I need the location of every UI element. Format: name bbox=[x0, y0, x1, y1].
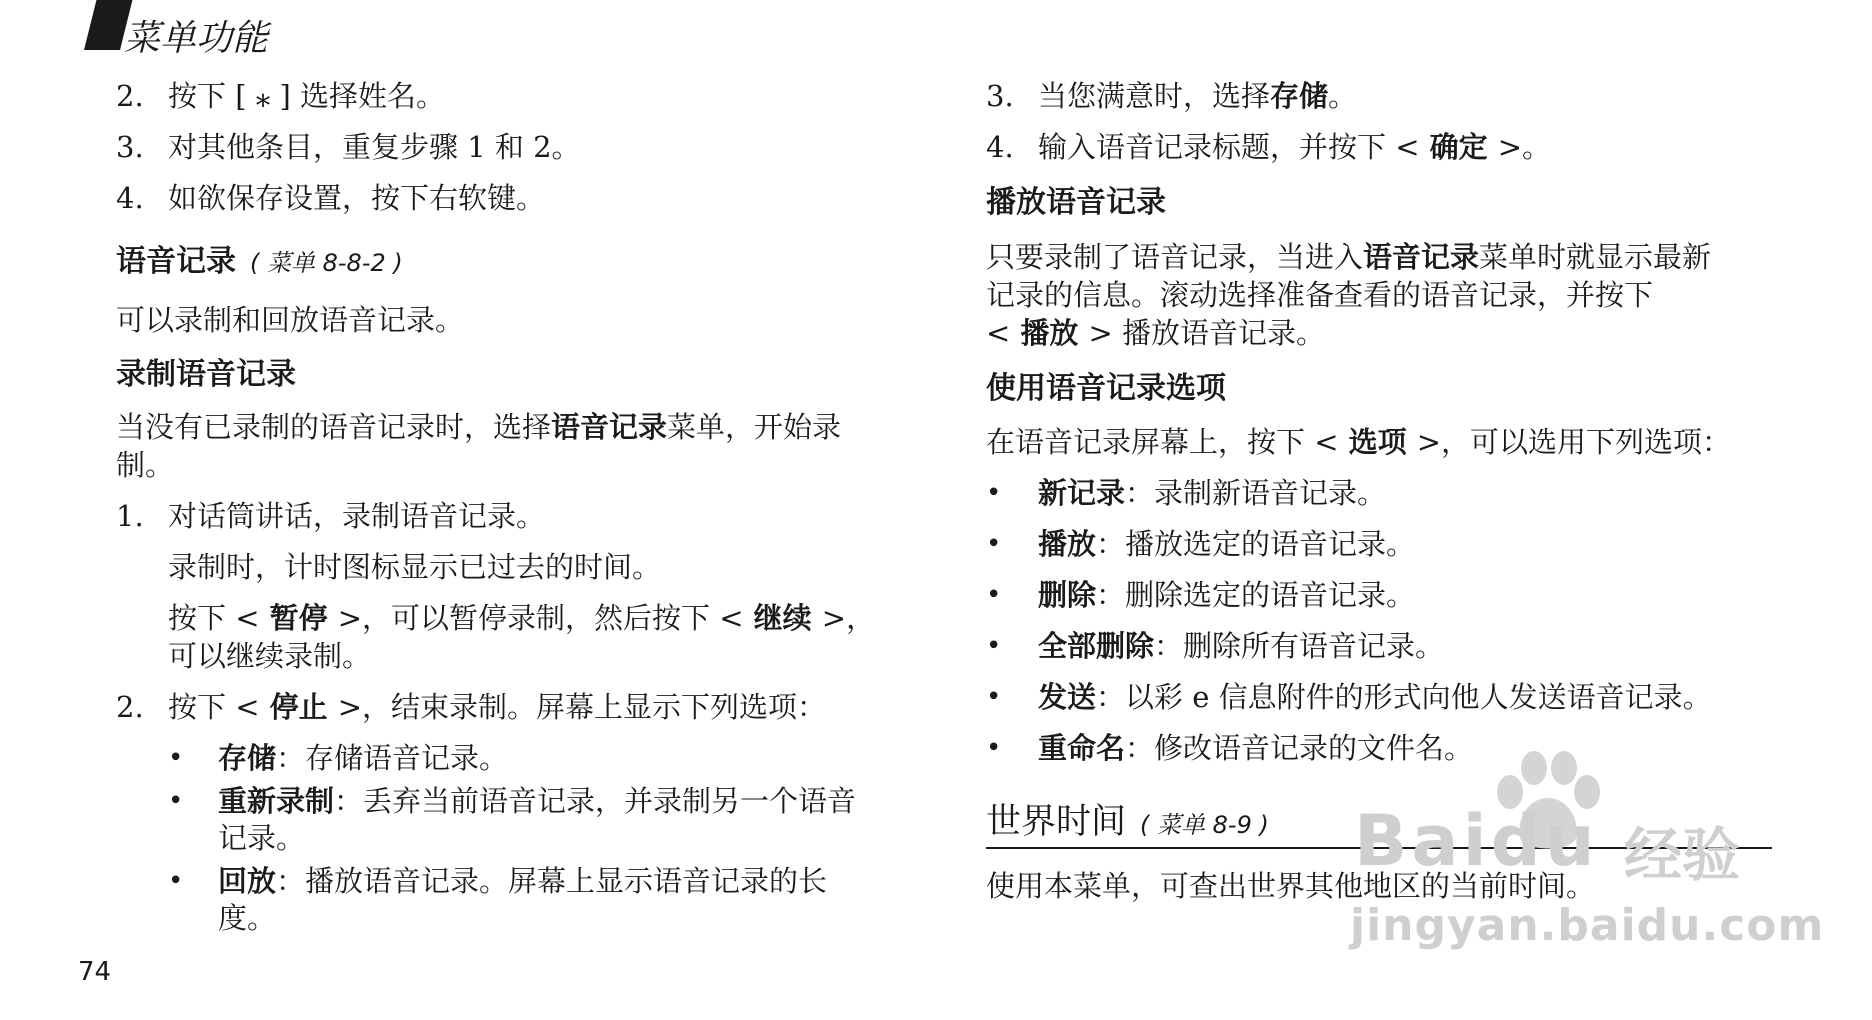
record-paragraph-cont: 制。 bbox=[116, 448, 175, 482]
menu-reference: ( 菜单 8-9 ) bbox=[1140, 811, 1269, 839]
list-item-cont: 度。 bbox=[218, 901, 277, 935]
keyword: 选项 bbox=[1338, 425, 1417, 459]
keyword: 发送 bbox=[1038, 680, 1097, 714]
voice-memo-heading bbox=[116, 242, 403, 283]
keyword: 停止 bbox=[259, 690, 338, 724]
step-text: 按下 [ ⁎ ] 选择姓名。 bbox=[168, 79, 446, 113]
keyword: 重新录制 bbox=[218, 784, 335, 818]
play-heading: 播放语音记录 bbox=[986, 185, 1166, 220]
watermark-brand: Baidu bbox=[1354, 800, 1599, 882]
play-paragraph-cont: 记录的信息。滚动选择准备查看的语音记录，并按下 bbox=[986, 278, 1654, 312]
bullet-icon: • bbox=[986, 478, 1002, 508]
keyword: 回放 bbox=[218, 864, 277, 898]
keyword: 新记录 bbox=[1038, 476, 1126, 510]
play-paragraph-cont: < 播放 > 播放语音记录。 bbox=[986, 316, 1326, 350]
keyword: 删除 bbox=[1038, 578, 1097, 612]
record-paragraph: 当没有已录制的语音记录时，选择语音记录菜单，开始录 bbox=[116, 410, 842, 444]
keyword: 存储 bbox=[1270, 79, 1329, 113]
step-subtext: 录制时，计时图标显示已过去的时间。 bbox=[168, 550, 662, 584]
world-time-text: 使用本菜单，可查出世界其他地区的当前时间。 bbox=[986, 869, 1596, 903]
step-number: 4. bbox=[986, 130, 1014, 164]
bullet-icon: • bbox=[986, 529, 1002, 559]
world-time-heading bbox=[986, 800, 1269, 847]
options-heading: 使用语音记录选项 bbox=[986, 371, 1226, 406]
step-text: 按下 < 停止 >，结束录制。屏幕上显示下列选项： bbox=[168, 690, 827, 724]
step-number: 2. bbox=[116, 79, 144, 113]
options-intro: 在语音记录屏幕上，按下 < 选项 >，可以选用下列选项： bbox=[986, 425, 1732, 459]
step-subtext: 按下 < 暂停 >，可以暂停录制，然后按下 < 继续 >， bbox=[168, 601, 876, 635]
keyword: 存储 bbox=[218, 741, 277, 775]
list-item: 新记录：录制新语音记录。 bbox=[1038, 476, 1387, 510]
list-item-cont: 记录。 bbox=[218, 821, 306, 855]
keyword: 全部删除 bbox=[1038, 629, 1155, 663]
list-item: 重新录制：丢弃当前语音记录，并录制另一个语音 bbox=[218, 784, 857, 818]
step-text: 对其他条目，重复步骤 1 和 2。 bbox=[168, 130, 581, 164]
list-item: 重命名：修改语音记录的文件名。 bbox=[1038, 731, 1474, 765]
voice-memo-intro: 可以录制和回放语音记录。 bbox=[116, 303, 465, 337]
keyword: 播放 bbox=[1010, 316, 1089, 350]
keyword: 播放 bbox=[1038, 527, 1097, 561]
record-heading: 录制语音记录 bbox=[116, 357, 296, 392]
step-number: 3. bbox=[986, 79, 1014, 113]
bullet-icon: • bbox=[986, 682, 1002, 712]
keyword: 重命名 bbox=[1038, 731, 1126, 765]
list-item: 存储：存储语音记录。 bbox=[218, 741, 509, 775]
voice-memo-title: 语音记录 bbox=[116, 244, 236, 279]
list-item: 发送：以彩 e 信息附件的形式向他人发送语音记录。 bbox=[1038, 680, 1712, 714]
keyword: 语音记录 bbox=[1363, 240, 1480, 274]
step-subtext-cont: 可以继续录制。 bbox=[168, 639, 372, 673]
keyword: 语音记录 bbox=[551, 410, 668, 444]
page-number: 74 bbox=[78, 957, 112, 987]
list-item: 删除：删除选定的语音记录。 bbox=[1038, 578, 1416, 612]
step-text: 如欲保存设置，按下右软键。 bbox=[168, 181, 546, 215]
bullet-icon: • bbox=[986, 580, 1002, 610]
bullet-icon: • bbox=[168, 786, 184, 816]
bullet-icon: • bbox=[986, 631, 1002, 661]
step-text: 对话筒讲话，录制语音记录。 bbox=[168, 499, 546, 533]
step-number: 1. bbox=[116, 499, 144, 533]
menu-reference: ( 菜单 8-8-2 ) bbox=[250, 249, 403, 277]
bullet-icon: • bbox=[168, 743, 184, 773]
bullet-icon: • bbox=[168, 866, 184, 896]
play-paragraph: 只要录制了语音记录，当进入语音记录菜单时就显示最新 bbox=[986, 240, 1712, 274]
watermark-url: jingyan.baidu.com bbox=[1350, 900, 1825, 951]
step-text: 当您满意时，选择存储。 bbox=[1038, 79, 1358, 113]
list-item: 播放：播放选定的语音记录。 bbox=[1038, 527, 1416, 561]
step-number: 4. bbox=[116, 181, 144, 215]
keyword: 暂停 bbox=[259, 601, 338, 635]
bullet-icon: • bbox=[986, 733, 1002, 763]
step-number: 2. bbox=[116, 690, 144, 724]
watermark-brand-cn: 经验 bbox=[1624, 821, 1741, 889]
step-text: 输入语音记录标题，并按下 < 确定 >。 bbox=[1038, 130, 1552, 164]
keyword: 确定 bbox=[1419, 130, 1498, 164]
keyword: 继续 bbox=[743, 601, 822, 635]
step-number: 3. bbox=[116, 130, 144, 164]
list-item: 回放：播放语音记录。屏幕上显示语音记录的长 bbox=[218, 864, 828, 898]
world-time-title: 世界时间 bbox=[986, 802, 1127, 842]
list-item: 全部删除：删除所有语音记录。 bbox=[1038, 629, 1445, 663]
page-header-title: 菜单功能 bbox=[124, 18, 269, 59]
